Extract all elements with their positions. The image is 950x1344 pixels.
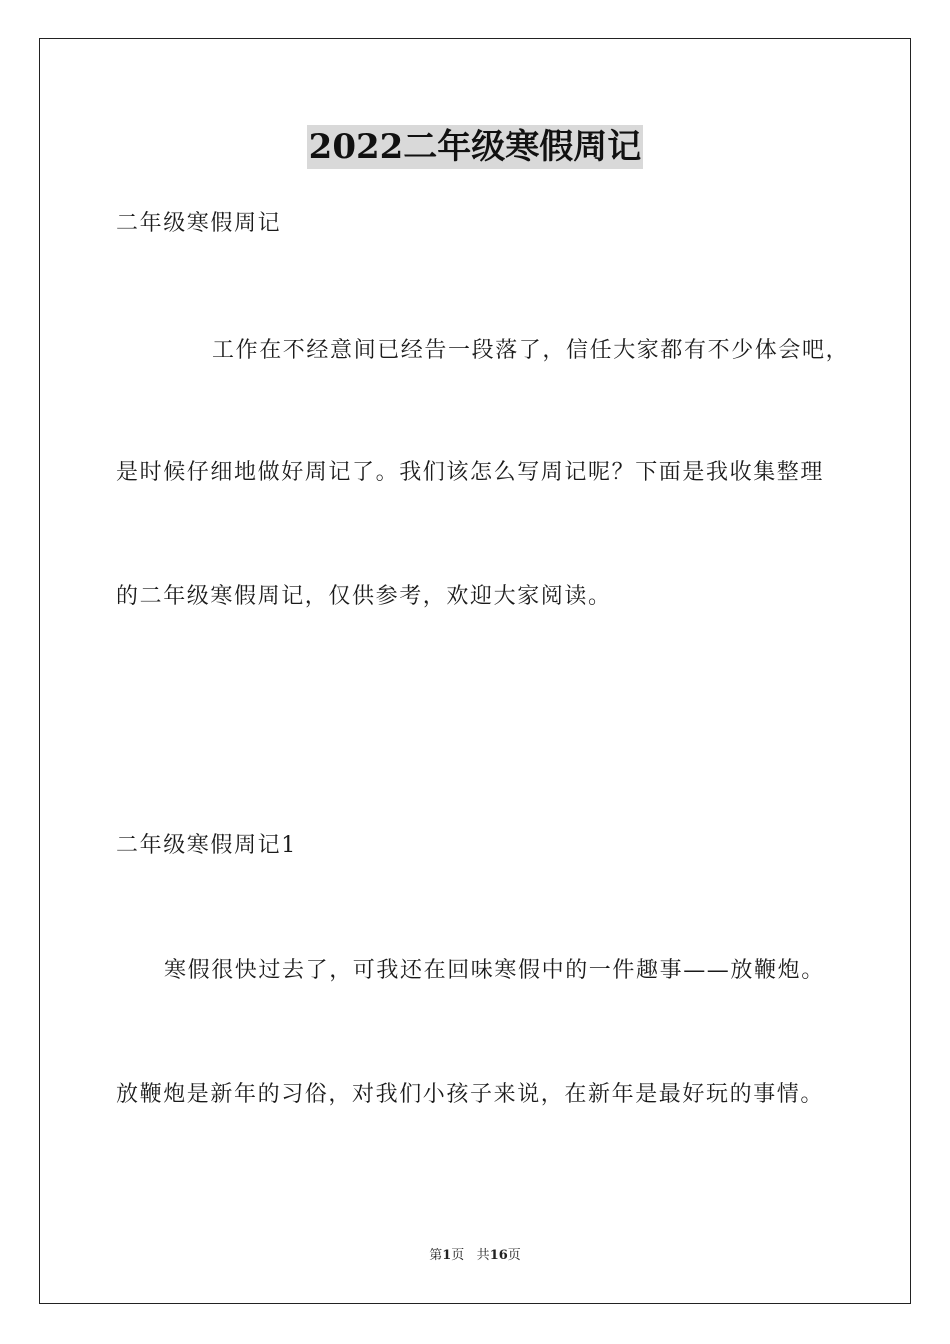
section-heading: 二年级寒假周记	[116, 211, 282, 236]
page-footer	[0, 1247, 950, 1265]
document-title: 2022二年级寒假周记	[308, 127, 642, 167]
paragraph-line: 工作在不经意间已经告一段落了，信任大家都有不少体会吧，	[212, 338, 850, 363]
title-wrap	[0, 125, 950, 169]
paragraph-line: 的二年级寒假周记，仅供参考，欢迎大家阅读。	[116, 584, 612, 609]
paragraph-line: 是时候仔细地做好周记了。我们该怎么写周记呢？下面是我收集整理	[116, 460, 825, 485]
section-heading: 二年级寒假周记1	[116, 833, 297, 858]
footer-page-suffix: 页	[451, 1248, 465, 1263]
paragraph-line: 寒假很快过去了，可我还在回味寒假中的一件趣事——放鞭炮。	[164, 958, 825, 983]
footer-page-number: 1	[442, 1248, 452, 1263]
footer-total-prefix: 共	[476, 1248, 490, 1263]
footer-page-prefix: 第	[429, 1248, 443, 1263]
footer-total-suffix: 页	[507, 1248, 521, 1263]
footer-total-pages: 16	[489, 1248, 508, 1263]
paragraph-line: 放鞭炮是新年的习俗，对我们小孩子来说，在新年是最好玩的事情。	[116, 1082, 825, 1107]
